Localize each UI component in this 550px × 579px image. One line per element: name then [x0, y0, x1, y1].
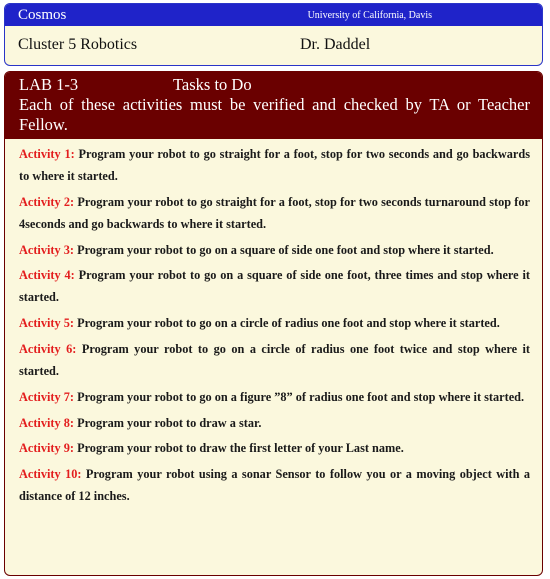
activity-label: Activity 10: [19, 467, 82, 482]
instructor-name: Dr. Daddel [300, 36, 371, 53]
course-name: Cluster 5 Robotics [18, 36, 138, 53]
header-title: Cosmos [18, 6, 67, 23]
activity-item [19, 312, 530, 334]
activity-list [5, 139, 542, 507]
activity-item [19, 264, 530, 308]
activity-item [19, 239, 530, 261]
activity-label: Activity 2: [19, 194, 75, 209]
activity-label: Activity 6: [19, 341, 77, 356]
activity-label: Activity 4: [19, 268, 75, 283]
activity-item [19, 191, 530, 235]
activity-text: Program your robot to go on a figure ”8” of radius one foot and stop where it started. [77, 389, 525, 404]
activity-item [19, 463, 530, 507]
activity-item [19, 412, 530, 434]
lab-intro: Each of these activities must be verified and checked by TA or Teacher Fellow. [19, 95, 530, 134]
lab-bar [5, 72, 542, 139]
lab-box [4, 71, 543, 576]
activity-text: Program your robot to go straight for a foot, stop for two seconds turnaround stop for 4seconds and go backwards to where it started. [19, 194, 530, 231]
activity-text: Program your robot to draw a star. [77, 415, 262, 430]
activity-text: Program your robot to go on a square of side one foot and stop where it started. [77, 242, 494, 257]
activity-item [19, 386, 530, 408]
activity-item [19, 338, 530, 382]
header-bar [5, 4, 542, 26]
lab-id: LAB 1-3 [19, 75, 79, 94]
activity-text: Program your robot to go on a circle of radius one foot and stop where it started. [77, 316, 500, 331]
activity-label: Activity 3: [19, 242, 74, 257]
activity-item [19, 437, 530, 459]
activity-label: Activity 8: [19, 415, 74, 430]
activity-text: Program your robot to go on a circle of radius one foot twice and stop where it started. [19, 341, 530, 378]
activity-text: Program your robot to go straight for a foot, stop for two seconds and go backwards to where it started. [19, 147, 530, 183]
lab-title-row [19, 75, 530, 95]
activity-item [19, 143, 530, 187]
header-institution: University of California, Davis [307, 9, 432, 21]
activity-label: Activity 1: [19, 147, 75, 161]
activity-label: Activity 9: [19, 441, 74, 456]
activity-label: Activity 7: [19, 389, 74, 404]
activity-label: Activity 5: [19, 316, 74, 331]
lab-heading: Tasks to Do [173, 75, 252, 94]
header-box [4, 3, 543, 66]
header-body [5, 26, 542, 64]
activity-text: Program your robot to draw the first letter of your Last name. [77, 441, 404, 456]
activity-text: Program your robot using a sonar Sensor to follow you or a moving object with a distance of 12 inches. [19, 467, 531, 504]
activity-text: Program your robot to go on a square of side one foot, three times and stop where it started. [19, 268, 531, 305]
